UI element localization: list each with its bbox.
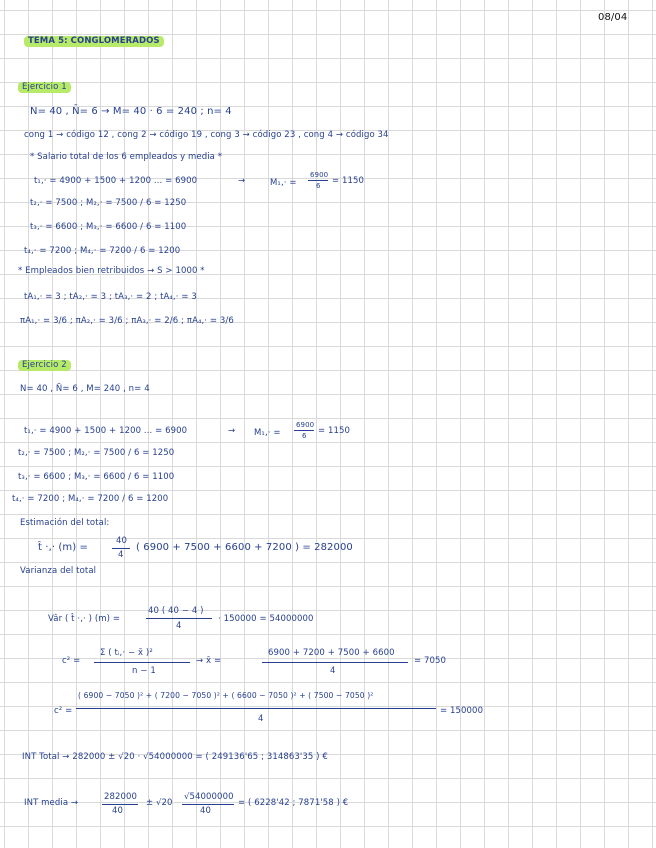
ej1-line: tA₁,· = 3 ; tA₂,· = 3 ; tA₃,· = 2 ; tA₄,· = 3 <box>24 292 197 302</box>
ej1-line: t₄,· = 7200 ; M₄,· = 7200 / 6 = 1200 <box>24 246 181 256</box>
fraction-numerator: 40 <box>116 536 128 546</box>
ej2-line: N= 40 , N̄= 6 , M= 240 , n= 4 <box>20 384 150 394</box>
ej2-line: t₃,· = 6600 ; M₃,· = 6600 / 6 = 1100 <box>18 472 175 482</box>
variance-rhs: · 150000 = 54000000 <box>218 614 314 624</box>
fraction-denominator: 6 <box>316 182 321 190</box>
interval-media-mid: ± √20 <box>146 798 173 808</box>
fraction-denominator: 6 <box>302 432 307 440</box>
page-date: 08/04 <box>598 12 628 23</box>
fraction-numerator: 282000 <box>104 792 138 802</box>
fraction-denominator: 40 <box>112 806 124 816</box>
arrow: → <box>238 176 246 186</box>
ej2-line: t₄,· = 7200 ; M₄,· = 7200 / 6 = 1200 <box>12 494 169 504</box>
exercise-2-heading: Ejercicio 2 <box>18 360 71 371</box>
interval-media-label: INT media → <box>24 798 79 808</box>
arrow: → <box>228 426 236 436</box>
ej1-line: N= 40 , N̄= 6 → M= 40 · 6 = 240 ; n= 4 <box>30 106 232 117</box>
ej1-line: cong 1 → código 12 , cong 2 → código 19 , cong 3 → código 23 , cong 4 → código 34 <box>24 130 389 140</box>
fraction-numerator: √54000000 <box>184 792 234 802</box>
c-mid: → x̄ = <box>196 656 222 666</box>
fraction-bar <box>102 804 138 805</box>
fraction-bar <box>94 662 190 663</box>
ej1-line: t₃,· = 6600 ; M₃,· = 6600 / 6 = 1100 <box>30 222 187 232</box>
fraction-denominator: n − 1 <box>132 666 156 676</box>
fraction-denominator: 4 <box>176 621 182 631</box>
fraction-numerator: ( 6900 − 7050 )² + ( 7200 − 7050 )² + ( 6600 − 7050 )² + ( 7500 − 7050 )² <box>78 691 374 700</box>
fraction-numerator: 6900 + 7200 + 7500 + 6600 <box>268 648 395 658</box>
fraction-numerator: 40 ( 40 − 4 ) <box>148 606 204 616</box>
ej1-line: t₁,· = 4900 + 1500 + 1200 ... = 6900 <box>34 176 198 186</box>
interval-media-result: = ( 6228'42 ; 7871'58 ) € <box>238 798 349 808</box>
ej1-line: * Salario total de los 6 empleados y media * <box>30 152 223 162</box>
ej2-line: t₂,· = 7500 ; M₂,· = 7500 / 6 = 1250 <box>18 448 175 458</box>
ej1-line: M₁,· = <box>270 178 297 188</box>
topic-title: TEMA 5: CONGLOMERADOS <box>24 36 164 47</box>
ej1-line: πA₁,· = 3/6 ; πA₂,· = 3/6 ; πA₃,· = 2/6 ; πA₄,· = 3/6 <box>20 316 234 326</box>
variance-lhs: Vâr ( t̂ ·,· ) (m) = <box>48 614 121 624</box>
fraction-bar <box>146 618 212 619</box>
estimation-lhs: t̂ ·,· (m) = <box>38 542 89 553</box>
fraction-denominator: 4 <box>258 714 264 724</box>
fraction-bar <box>112 548 130 549</box>
fraction-denominator: 4 <box>330 666 336 676</box>
ej2-line: t₁,· = 4900 + 1500 + 1200 ... = 6900 <box>24 426 188 436</box>
interval-total: INT Total → 282000 ± √20 · √54000000 = ( 249136'65 ; 314863'35 ) € <box>22 752 328 762</box>
ej2-line: M₁,· = <box>254 428 281 438</box>
fraction-bar <box>182 804 234 805</box>
c-lhs: c² = <box>62 656 81 666</box>
ej1-line: t₂,· = 7500 ; M₂,· = 7500 / 6 = 1250 <box>30 198 187 208</box>
ej2-line: Varianza del total <box>20 566 97 576</box>
ej1-line: = 1150 <box>332 176 365 186</box>
exercise-1-heading: Ejercicio 1 <box>18 82 71 93</box>
c-result: = 7050 <box>414 656 447 666</box>
fraction-denominator: 40 <box>200 806 212 816</box>
ej1-line: * Empleados bien retribuidos → S > 1000 * <box>18 266 205 276</box>
c2-result: = 150000 <box>440 706 484 716</box>
fraction-numerator: Σ ( tᵢ,· − x̄ )² <box>100 648 153 658</box>
estimation-rhs: ( 6900 + 7500 + 6600 + 7200 ) = 282000 <box>136 542 353 553</box>
ej2-line: Estimación del total: <box>20 518 110 528</box>
fraction-numerator: 6900 <box>310 171 329 179</box>
fraction-bar <box>76 708 436 709</box>
fraction-denominator: 4 <box>118 550 124 560</box>
fraction-numerator: 6900 <box>296 421 315 429</box>
c2-lhs: c² = <box>54 706 73 716</box>
fraction-bar <box>262 662 408 663</box>
ej2-line: = 1150 <box>318 426 351 436</box>
